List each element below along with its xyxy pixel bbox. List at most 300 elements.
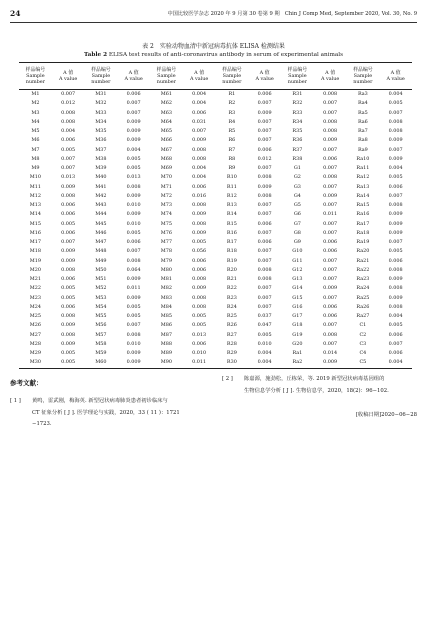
sample-id-cell: M60 xyxy=(95,359,107,366)
a-value-cell: 0.007 xyxy=(388,239,403,245)
sample-id-cell: M37 xyxy=(95,146,107,153)
sample-id-cell: M4 xyxy=(31,118,40,125)
sample-id-cell: Ra19 xyxy=(356,239,370,245)
a-value-cell: 0.007 xyxy=(323,100,338,107)
a-value-cell: 0.007 xyxy=(323,202,338,208)
a-value-cell: 0.004 xyxy=(61,128,76,134)
sample-id-cell: M64 xyxy=(160,118,172,125)
a-value-cell: 0.007 xyxy=(257,294,272,301)
a-value-cell: 0.008 xyxy=(388,285,403,292)
a-value-cell: 0.013 xyxy=(192,331,207,338)
sample-id-cell: M90 xyxy=(160,359,172,366)
sample-id-cell: R22 xyxy=(226,285,237,292)
sample-id-cell: M35 xyxy=(95,128,107,134)
a-value-cell: 0.008 xyxy=(192,276,207,282)
a-value-cell: 0.006 xyxy=(323,239,338,245)
a-value-cell: 0.005 xyxy=(61,146,76,153)
table-caption-label: Table 2 xyxy=(83,52,108,58)
table-row xyxy=(19,340,412,349)
sample-id-cell: M14 xyxy=(29,211,41,218)
a-value-cell: 0.007 xyxy=(126,322,141,329)
header-sample-label: 样品编号 xyxy=(156,67,177,73)
a-value-cell: 0.010 xyxy=(257,340,272,347)
a-value-cell: 0.007 xyxy=(257,303,272,310)
a-value-cell: 0.009 xyxy=(126,350,141,356)
header-sample-label: Sample xyxy=(157,73,176,79)
sample-id-cell: R18 xyxy=(226,248,237,255)
header-sample-label: 样品编号 xyxy=(91,67,111,73)
a-value-cell: 0.009 xyxy=(257,109,272,116)
a-value-cell: 0.006 xyxy=(61,229,76,236)
sample-id-cell: R20 xyxy=(226,266,237,273)
a-value-cell: 0.031 xyxy=(192,118,207,125)
sample-id-cell: R14 xyxy=(226,211,237,218)
sample-id-cell: G11 xyxy=(292,257,303,264)
a-value-cell: 0.010 xyxy=(192,350,207,356)
a-value-cell: 0.012 xyxy=(257,155,272,162)
sample-id-cell: Ra6 xyxy=(357,118,368,125)
a-value-cell: 0.005 xyxy=(61,220,76,227)
a-value-cell: 0.007 xyxy=(323,322,338,329)
a-value-cell: 0.005 xyxy=(126,165,141,171)
sample-id-cell: M88 xyxy=(160,340,172,347)
a-value-cell: 0.009 xyxy=(257,183,272,190)
sample-id-cell: R4 xyxy=(228,118,236,125)
a-value-cell: 0.009 xyxy=(388,155,403,162)
table-caption-text: ELISA test results of anti-coronavirus antibody in serum of experimental animals xyxy=(108,52,344,58)
header-a-value xyxy=(379,63,412,90)
sample-id-cell: M73 xyxy=(160,202,172,208)
table-row xyxy=(19,136,412,145)
header-value-label: A 值 xyxy=(259,70,270,76)
header-sample-label: Sample xyxy=(26,73,45,79)
a-value-cell: 0.008 xyxy=(192,155,207,162)
a-value-cell: 0.009 xyxy=(192,229,207,236)
sample-id-cell: C4 xyxy=(359,350,367,356)
table-row xyxy=(19,257,412,266)
table-caption-chinese: 表 2 实验动物血清中新冠病毒抗体 ELISA 检测结果 xyxy=(142,43,285,50)
a-value-cell: 0.007 xyxy=(257,257,272,264)
sample-id-cell: C5 xyxy=(359,359,367,366)
a-value-cell: 0.010 xyxy=(126,340,141,347)
reference-item xyxy=(10,396,215,431)
sample-id-cell: Ra8 xyxy=(357,137,368,144)
sample-id-cell: M58 xyxy=(95,340,107,347)
a-value-cell: 0.008 xyxy=(257,266,272,273)
sample-id-cell: G15 xyxy=(292,294,303,301)
a-value-cell: 0.007 xyxy=(61,165,76,171)
a-value-cell: 0.007 xyxy=(323,294,338,301)
reference-number: [ 2 ] xyxy=(222,376,233,382)
sample-id-cell: M30 xyxy=(29,359,41,366)
sample-id-cell: G8 xyxy=(293,229,301,236)
sample-id-cell: R11 xyxy=(226,183,237,190)
a-value-cell: 0.008 xyxy=(192,146,207,153)
sample-id-cell: R15 xyxy=(226,220,237,227)
a-value-cell: 0.007 xyxy=(323,229,338,236)
a-value-cell: 0.007 xyxy=(323,220,338,227)
sample-id-cell: Ra23 xyxy=(356,276,370,282)
a-value-cell: 0.005 xyxy=(61,285,76,292)
sample-id-cell: M7 xyxy=(31,146,40,153)
a-value-cell: 0.013 xyxy=(61,174,76,181)
sample-id-cell: R17 xyxy=(226,239,237,245)
a-value-cell: 0.006 xyxy=(61,211,76,218)
sample-id-cell: M46 xyxy=(95,229,107,236)
a-value-cell: 0.006 xyxy=(388,257,403,264)
sample-id-cell: M77 xyxy=(160,239,172,245)
a-value-cell: 0.009 xyxy=(61,248,76,255)
table-row xyxy=(19,173,412,182)
a-value-cell: 0.064 xyxy=(126,266,141,273)
sample-id-cell: M71 xyxy=(160,183,172,190)
a-value-cell: 0.008 xyxy=(192,303,207,310)
a-value-cell: 0.005 xyxy=(388,100,403,107)
header-value-label: A value xyxy=(189,76,209,82)
header-sample-number xyxy=(281,63,314,90)
sample-id-cell: M49 xyxy=(95,257,107,264)
a-value-cell: 0.004 xyxy=(388,91,403,97)
reference-line: 黄鸣，雷武刚，梅海英. 新型冠状病毒肺炎患者初诊临床与 xyxy=(32,398,168,404)
sample-id-cell: G13 xyxy=(292,276,303,282)
sample-id-cell: R19 xyxy=(226,257,237,264)
sample-id-cell: R24 xyxy=(226,303,237,310)
a-value-cell: 0.006 xyxy=(257,146,272,153)
a-value-cell: 0.007 xyxy=(388,109,403,116)
sample-id-cell: M26 xyxy=(29,322,41,329)
sample-id-cell: Ra3 xyxy=(357,91,368,97)
sample-id-cell: R26 xyxy=(226,322,237,329)
sample-id-cell: M17 xyxy=(29,239,41,245)
a-value-cell: 0.006 xyxy=(323,303,338,310)
a-value-cell: 0.008 xyxy=(323,91,338,97)
sample-id-cell: R37 xyxy=(292,146,303,153)
a-value-cell: 0.006 xyxy=(323,248,338,255)
a-value-cell: 0.007 xyxy=(257,128,272,134)
sample-id-cell: G17 xyxy=(292,313,303,319)
header-value-label: A 值 xyxy=(194,70,205,76)
sample-id-cell: R25 xyxy=(226,313,237,319)
a-value-cell: 0.008 xyxy=(388,303,403,310)
a-value-cell: 0.005 xyxy=(192,239,207,245)
sample-id-cell: M54 xyxy=(95,303,107,310)
a-value-cell: 0.007 xyxy=(61,155,76,162)
sample-id-cell: M28 xyxy=(29,340,41,347)
reference-number: [ 1 ] xyxy=(10,398,21,404)
a-value-cell: 0.009 xyxy=(192,211,207,218)
sample-id-cell: G20 xyxy=(292,340,303,347)
header-a-value xyxy=(117,63,150,90)
a-value-cell: 0.008 xyxy=(61,313,76,319)
a-value-cell: 0.007 xyxy=(323,266,338,273)
a-value-cell: 0.006 xyxy=(61,202,76,208)
sample-id-cell: G1 xyxy=(293,165,301,171)
a-value-cell: 0.037 xyxy=(257,313,272,319)
a-value-cell: 0.004 xyxy=(388,165,403,171)
sample-id-cell: M66 xyxy=(160,137,172,144)
sample-id-cell: G18 xyxy=(292,322,303,329)
sample-id-cell: Ra13 xyxy=(356,183,370,190)
sample-id-cell: M69 xyxy=(160,165,172,171)
sample-id-cell: M53 xyxy=(95,294,107,301)
sample-id-cell: R1 xyxy=(228,91,236,97)
sample-id-cell: Ra10 xyxy=(356,155,370,162)
a-value-cell: 0.007 xyxy=(323,183,338,190)
sample-id-cell: R30 xyxy=(226,359,237,366)
sample-id-cell: G16 xyxy=(292,303,303,310)
a-value-cell: 0.009 xyxy=(388,220,403,227)
a-value-cell: 0.007 xyxy=(323,276,338,282)
sample-id-cell: M25 xyxy=(29,313,41,319)
a-value-cell: 0.007 xyxy=(388,146,403,153)
a-value-cell: 0.007 xyxy=(257,248,272,255)
sample-id-cell: M65 xyxy=(160,128,172,134)
a-value-cell: 0.009 xyxy=(388,294,403,301)
sample-id-cell: R21 xyxy=(226,276,237,282)
a-value-cell: 0.007 xyxy=(126,248,141,255)
a-value-cell: 0.010 xyxy=(126,202,141,208)
sample-id-cell: M67 xyxy=(160,146,172,153)
a-value-cell: 0.008 xyxy=(126,257,141,264)
header-sample-number xyxy=(85,63,118,90)
table-row xyxy=(19,247,412,256)
sample-id-cell: Ra16 xyxy=(356,211,370,218)
a-value-cell: 0.009 xyxy=(388,276,403,282)
a-value-cell: 0.005 xyxy=(388,322,403,329)
a-value-cell: 0.007 xyxy=(388,340,403,347)
a-value-cell: 0.006 xyxy=(257,239,272,245)
sample-id-cell: M43 xyxy=(95,202,107,208)
table-row xyxy=(19,99,412,108)
a-value-cell: 0.008 xyxy=(192,294,207,301)
a-value-cell: 0.012 xyxy=(61,100,76,107)
a-value-cell: 0.009 xyxy=(126,294,141,301)
sample-id-cell: Ra17 xyxy=(356,220,370,227)
a-value-cell: 0.005 xyxy=(257,331,272,338)
sample-id-cell: M5 xyxy=(31,128,40,134)
a-value-cell: 0.007 xyxy=(323,340,338,347)
sample-id-cell: M47 xyxy=(95,239,107,245)
a-value-cell: 0.006 xyxy=(388,183,403,190)
table-row xyxy=(19,349,412,358)
a-value-cell: 0.006 xyxy=(61,137,76,144)
sample-id-cell: G10 xyxy=(292,248,303,255)
a-value-cell: 0.007 xyxy=(323,257,338,264)
sample-id-cell: M82 xyxy=(160,285,172,292)
a-value-cell: 0.004 xyxy=(388,313,403,319)
sample-id-cell: R33 xyxy=(292,109,303,116)
sample-id-cell: M85 xyxy=(160,313,172,319)
header-sample-label: Sample xyxy=(288,73,307,79)
a-value-cell: 0.009 xyxy=(126,211,141,218)
a-value-cell: 0.008 xyxy=(323,174,338,181)
table-row xyxy=(19,146,412,155)
a-value-cell: 0.011 xyxy=(323,211,338,218)
sample-id-cell: G4 xyxy=(293,192,301,199)
header-sample-label: number xyxy=(222,79,242,85)
sample-id-cell: M76 xyxy=(160,229,172,236)
a-value-cell: 0.008 xyxy=(61,266,76,273)
a-value-cell: 0.008 xyxy=(388,266,403,273)
sample-id-cell: M33 xyxy=(95,109,107,116)
a-value-cell: 0.007 xyxy=(257,211,272,218)
sample-id-cell: Ra21 xyxy=(356,257,370,264)
a-value-cell: 0.009 xyxy=(126,118,141,125)
header-sample-number xyxy=(150,63,183,90)
header-sample-label: 样品编号 xyxy=(353,67,373,73)
table-row xyxy=(19,303,412,312)
header-sample-number xyxy=(347,63,380,90)
sample-id-cell: R23 xyxy=(226,294,237,301)
a-value-cell: 0.007 xyxy=(126,100,141,107)
a-value-cell: 0.005 xyxy=(126,303,141,310)
a-value-cell: 0.007 xyxy=(61,239,76,245)
header-sample-label: number xyxy=(91,79,111,85)
table-row xyxy=(19,192,412,201)
sample-id-cell: M59 xyxy=(95,350,107,356)
sample-id-cell: R35 xyxy=(292,128,303,134)
header-sample-number xyxy=(216,63,249,90)
sample-id-cell: M32 xyxy=(95,100,107,107)
header-value-label: A value xyxy=(124,76,143,82)
a-value-cell: 0.011 xyxy=(126,285,141,292)
sample-id-cell: M63 xyxy=(160,109,172,116)
table-row xyxy=(19,109,412,118)
a-value-cell: 0.006 xyxy=(192,266,207,273)
a-value-cell: 0.004 xyxy=(126,146,141,153)
sample-id-cell: M75 xyxy=(160,220,172,227)
page-header xyxy=(10,9,417,19)
a-value-cell: 0.009 xyxy=(323,192,338,199)
sample-id-cell: R36 xyxy=(292,137,303,144)
sample-id-cell: M1 xyxy=(31,91,40,97)
sample-id-cell: M84 xyxy=(160,303,172,310)
sample-id-cell: M61 xyxy=(160,91,172,97)
header-sample-label: 样品编号 xyxy=(25,67,46,73)
a-value-cell: 0.014 xyxy=(323,350,338,356)
a-value-cell: 0.007 xyxy=(257,165,272,171)
a-value-cell: 0.011 xyxy=(192,359,207,366)
sample-id-cell: M56 xyxy=(95,322,107,329)
reference-line: −1723. xyxy=(32,421,52,427)
header-value-label: A value xyxy=(386,76,405,82)
a-value-cell: 0.007 xyxy=(388,192,403,199)
table-row xyxy=(19,331,412,340)
sample-id-cell: Ra15 xyxy=(356,202,370,208)
table-header-row xyxy=(19,63,412,90)
table-body xyxy=(19,90,412,369)
sample-id-cell: C3 xyxy=(359,340,367,347)
sample-id-cell: M80 xyxy=(160,266,172,273)
sample-id-cell: M15 xyxy=(29,220,41,227)
table-row xyxy=(19,210,412,219)
sample-id-cell: M45 xyxy=(95,220,107,227)
sample-id-cell: Ra25 xyxy=(356,294,370,301)
sample-id-cell: M57 xyxy=(95,331,107,338)
a-value-cell: 0.009 xyxy=(126,137,141,144)
a-value-cell: 0.006 xyxy=(192,257,207,264)
sample-id-cell: M8 xyxy=(31,155,40,162)
sample-id-cell: C2 xyxy=(359,331,367,338)
header-value-label: A 值 xyxy=(390,70,401,76)
sample-id-cell: M68 xyxy=(160,155,172,162)
a-value-cell: 0.007 xyxy=(192,128,207,134)
sample-id-cell: R16 xyxy=(226,229,237,236)
table-row xyxy=(19,127,412,136)
a-value-cell: 0.008 xyxy=(323,118,338,125)
sample-id-cell: M83 xyxy=(160,294,172,301)
sample-id-cell: G14 xyxy=(292,285,303,292)
a-value-cell: 0.007 xyxy=(257,118,272,125)
sample-id-cell: M52 xyxy=(95,285,107,292)
journal-running-title: 中国比较医学杂志 2020 年 9 月第 30 卷第 9 期 Chin J Comp Med, September 2020, Vol. 30, No. 9 xyxy=(167,11,417,17)
a-value-cell: 0.009 xyxy=(323,359,338,366)
a-value-cell: 0.009 xyxy=(61,183,76,190)
table-row xyxy=(19,284,412,293)
header-sample-label: 样品编号 xyxy=(222,67,242,73)
sample-id-cell: R5 xyxy=(228,128,236,134)
table-row xyxy=(19,90,412,100)
sample-id-cell: Ra14 xyxy=(356,192,370,199)
sample-id-cell: M81 xyxy=(160,276,172,282)
sample-id-cell: M62 xyxy=(160,100,172,107)
sample-id-cell: M39 xyxy=(95,165,107,171)
sample-id-cell: M42 xyxy=(95,192,107,199)
sample-id-cell: M34 xyxy=(95,118,107,125)
a-value-cell: 0.013 xyxy=(126,174,141,181)
sample-id-cell: M6 xyxy=(31,137,40,144)
header-a-value xyxy=(314,63,347,90)
sample-id-cell: Ra12 xyxy=(356,174,370,181)
table-row xyxy=(19,220,412,229)
a-value-cell: 0.006 xyxy=(388,331,403,338)
sample-id-cell: R2 xyxy=(228,100,236,107)
a-value-cell: 0.005 xyxy=(126,313,141,319)
sample-id-cell: M31 xyxy=(95,91,107,97)
a-value-cell: 0.008 xyxy=(61,109,76,116)
a-value-cell: 0.005 xyxy=(192,313,207,319)
sample-id-cell: Ra24 xyxy=(356,285,370,292)
a-value-cell: 0.006 xyxy=(61,276,76,282)
a-value-cell: 0.005 xyxy=(388,248,403,255)
header-value-label: A 值 xyxy=(128,70,139,76)
a-value-cell: 0.009 xyxy=(126,276,141,282)
sample-id-cell: R10 xyxy=(226,174,237,181)
received-date: [收稿日期]2020−06−28 xyxy=(355,412,417,418)
a-value-cell: 0.008 xyxy=(61,192,76,199)
sample-id-cell: M24 xyxy=(29,303,41,310)
header-sample-label: 样品编号 xyxy=(287,67,308,73)
table-row xyxy=(19,294,412,303)
header-value-label: A value xyxy=(58,76,78,82)
sample-id-cell: R29 xyxy=(226,350,237,356)
sample-id-cell: M38 xyxy=(95,155,107,162)
header-value-label: A value xyxy=(255,76,274,82)
a-value-cell: 0.009 xyxy=(126,192,141,199)
a-value-cell: 0.008 xyxy=(126,183,141,190)
reference-line: 陈嘉源，施劲松，丘栋荣，等. 2019 新型冠状病毒基因组的 xyxy=(244,376,385,382)
sample-id-cell: M9 xyxy=(31,165,40,171)
a-value-cell: 0.047 xyxy=(257,322,272,329)
sample-id-cell: M70 xyxy=(160,174,172,181)
sample-id-cell: Ra5 xyxy=(357,109,368,116)
a-value-cell: 0.009 xyxy=(192,137,207,144)
table-row xyxy=(19,155,412,164)
a-value-cell: 0.010 xyxy=(126,220,141,227)
sample-id-cell: R9 xyxy=(228,165,236,171)
references-heading: 参考文献： xyxy=(10,379,43,387)
sample-id-cell: R12 xyxy=(226,192,237,199)
